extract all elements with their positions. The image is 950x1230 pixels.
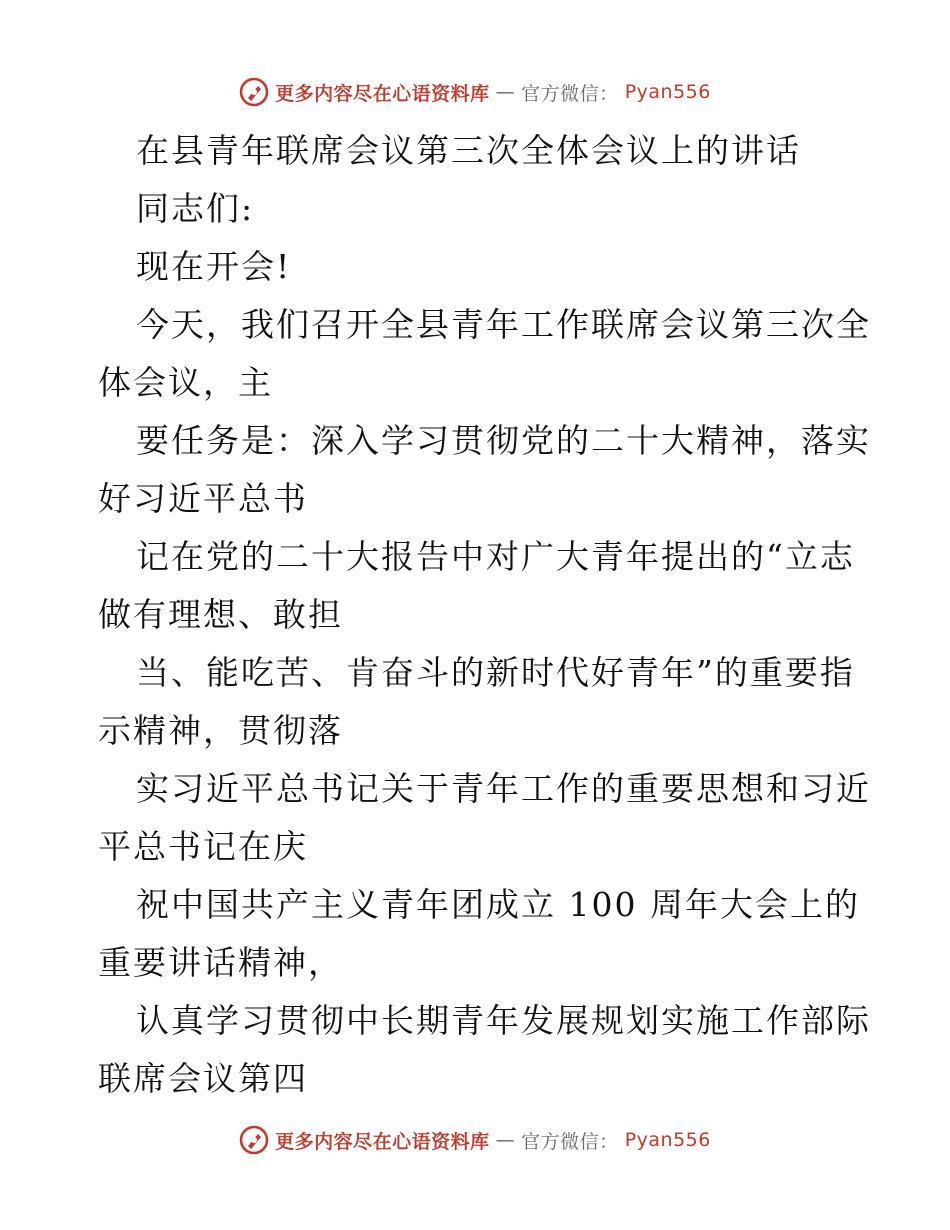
document-title: 在县青年联席会议第三次全体会议上的讲话 — [136, 131, 801, 170]
watermark-site-text: 更多内容尽在心语资料库 — [275, 82, 490, 105]
text-line: 体会议，主 — [98, 363, 273, 402]
watermark-wechat-label: 官方微信： — [521, 1130, 619, 1153]
text-line: 记在党的二十大报告中对广大青年提出的“立志 — [136, 537, 855, 576]
text-line: 今天，我们召开全县青年工作联席会议第三次全 — [136, 305, 871, 344]
salutation: 同志们: — [136, 189, 255, 228]
document-body — [98, 122, 871, 1108]
pen-circle-icon — [239, 1125, 269, 1155]
text-line: 示精神，贯彻落 — [98, 711, 343, 750]
watermark-dash: — — [495, 81, 516, 103]
text-line: 好习近平总书 — [98, 479, 308, 518]
watermark-wechat-label: 官方微信： — [521, 82, 619, 105]
watermark-dash: — — [495, 1129, 516, 1151]
text-line: 做有理想、敢担 — [98, 595, 343, 634]
header-watermark — [0, 70, 950, 114]
text-line: 重要讲话精神， — [98, 943, 343, 982]
watermark-site-text: 更多内容尽在心语资料库 — [275, 1130, 490, 1153]
pen-circle-icon — [239, 77, 269, 107]
text-line: 要任务是：深入学习贯彻党的二十大精神，落实 — [136, 421, 871, 460]
text-line: 当、能吃苦、肯奋斗的新时代好青年”的重要指 — [136, 653, 855, 692]
watermark-wechat-id: Pyan556 — [624, 1129, 711, 1151]
footer-watermark — [0, 1118, 950, 1162]
text-line: 联席会议第四 — [98, 1059, 308, 1098]
text-line: 祝中国共产主义青年团成立 100 周年大会上的 — [136, 885, 860, 924]
text-line: 现在开会! — [136, 247, 292, 286]
watermark-wechat-id: Pyan556 — [624, 81, 711, 103]
text-line: 平总书记在庆 — [98, 827, 308, 866]
text-line: 实习近平总书记关于青年工作的重要思想和习近 — [136, 769, 871, 808]
text-line: 认真学习贯彻中长期青年发展规划实施工作部际 — [136, 1001, 871, 1040]
